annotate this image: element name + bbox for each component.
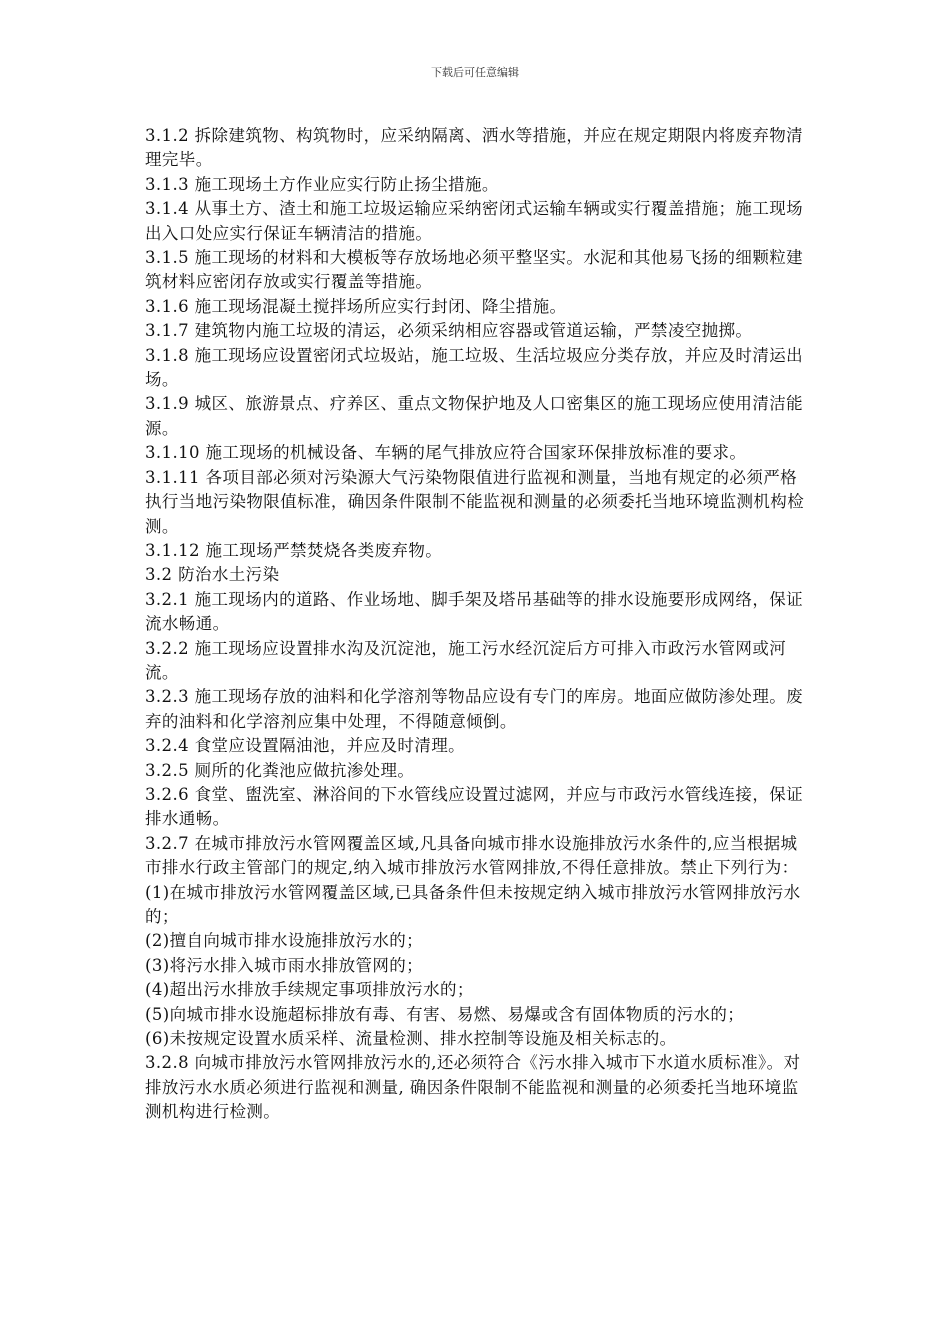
paragraph-3-1-7: 3.1.7 建筑物内施工垃圾的清运，必须采纳相应容器或管道运输，严禁凌空抛掷。 xyxy=(145,321,753,341)
paragraph-3-1-3: 3.1.3 施工现场土方作业应实行防止扬尘措施。 xyxy=(145,174,499,194)
paragraph-3-1-10: 3.1.10 施工现场的机械设备、车辆的尾气排放应符合国家环保排放标准的要求。 xyxy=(145,443,747,463)
paragraph-3-2-1: 3.2.1 施工现场内的道路、作业场地、脚手架及塔吊基础等的排水设施要形成网络，保证流水畅通。 xyxy=(145,589,804,634)
paragraph-3-2-7: 3.2.7 在城市排放污水管网覆盖区域,凡具备向城市排水设施排放污水条件的,应当根据城市排水行政主管部门的规定,纳入城市排放污水管网排放,不得任意排放。禁止下列行为： xyxy=(145,833,799,878)
list-item-1: (1)在城市排放污水管网覆盖区域,已具备条件但未按规定纳入城市排放污水管网排放污水的； xyxy=(145,882,801,926)
paragraph-3-1-8: 3.1.8 施工现场应设置密闭式垃圾站，施工垃圾、生活垃圾应分类存放，并应及时清运出场。 xyxy=(145,345,804,390)
paragraph-3-1-5: 3.1.5 施工现场的材料和大模板等存放场地必须平整坚实。水泥和其他易飞扬的细颗粒建筑材料应密闭存放或实行覆盖等措施。 xyxy=(145,248,804,292)
list-item-5: (5)向城市排水设施超标排放有毒、有害、易燃、易爆或含有固体物质的污水的； xyxy=(145,1004,745,1024)
paragraph-3-2-8: 3.2.8 向城市排放污水管网排放污水的,还必须符合《污水排入城市下水道水质标准》。对排放污水水质必须进行监视和测量, 确因条件限制不能监视和测量的必须委托当地环境监测机构进行检测。 xyxy=(145,1053,801,1122)
paragraph-3-1-11: 3.1.11 各项目部必须对污染源大气污染物限值进行监视和测量，当地有规定的必须严格执行当地污染物限值标准，确因条件限制不能监视和测量的必须委托当地环境监测机构检测。 xyxy=(145,467,805,536)
page-header-note: 下载后可任意编辑 xyxy=(431,66,519,79)
list-item-4: (4)超出污水排放手续规定事项排放污水的； xyxy=(145,980,474,1000)
paragraph-3-2-5: 3.2.5 厕所的化粪池应做抗渗处理。 xyxy=(145,760,415,780)
section-heading-3-2: 3.2 防治水土污染 xyxy=(145,565,280,585)
list-item-2: (2)擅自向城市排水设施排放污水的； xyxy=(145,931,424,951)
paragraph-3-2-6: 3.2.6 食堂、盥洗室、淋浴间的下水管线应设置过滤网，并应与市政污水管线连接，保证排水通畅。 xyxy=(145,784,804,829)
paragraph-3-2-4: 3.2.4 食堂应设置隔油池，并应及时清理。 xyxy=(145,736,466,756)
document-body xyxy=(145,124,810,1125)
paragraph-3-1-2: 3.1.2 拆除建筑物、构筑物时，应采纳隔离、洒水等措施，并应在规定期限内将废弃物清理完毕。 xyxy=(145,126,804,170)
paragraph-3-1-6: 3.1.6 施工现场混凝土搅拌场所应实行封闭、降尘措施。 xyxy=(145,296,567,316)
paragraph-3-1-4: 3.1.4 从事土方、渣土和施工垃圾运输应采纳密闭式运输车辆或实行覆盖措施；施工现场出入口处应实行保证车辆清洁的措施。 xyxy=(145,199,804,243)
paragraph-3-1-12: 3.1.12 施工现场严禁焚烧各类废弃物。 xyxy=(145,540,443,560)
paragraph-3-2-2: 3.2.2 施工现场应设置排水沟及沉淀池，施工污水经沉淀后方可排入市政污水管网或河流。 xyxy=(145,638,787,682)
list-item-3: (3)将污水排入城市雨水排放管网的； xyxy=(145,955,424,975)
list-item-6: (6)未按规定设置水质采样、流量检测、排水控制等设施及相关标志的。 xyxy=(145,1029,677,1049)
paragraph-3-1-9: 3.1.9 城区、旅游景点、疗养区、重点文物保护地及人口密集区的施工现场应使用清洁能源。 xyxy=(145,394,804,438)
paragraph-3-2-3: 3.2.3 施工现场存放的油料和化学溶剂等物品应设有专门的库房。地面应做防渗处理。废弃的油料和化学溶剂应集中处理，不得随意倾倒。 xyxy=(145,687,804,731)
